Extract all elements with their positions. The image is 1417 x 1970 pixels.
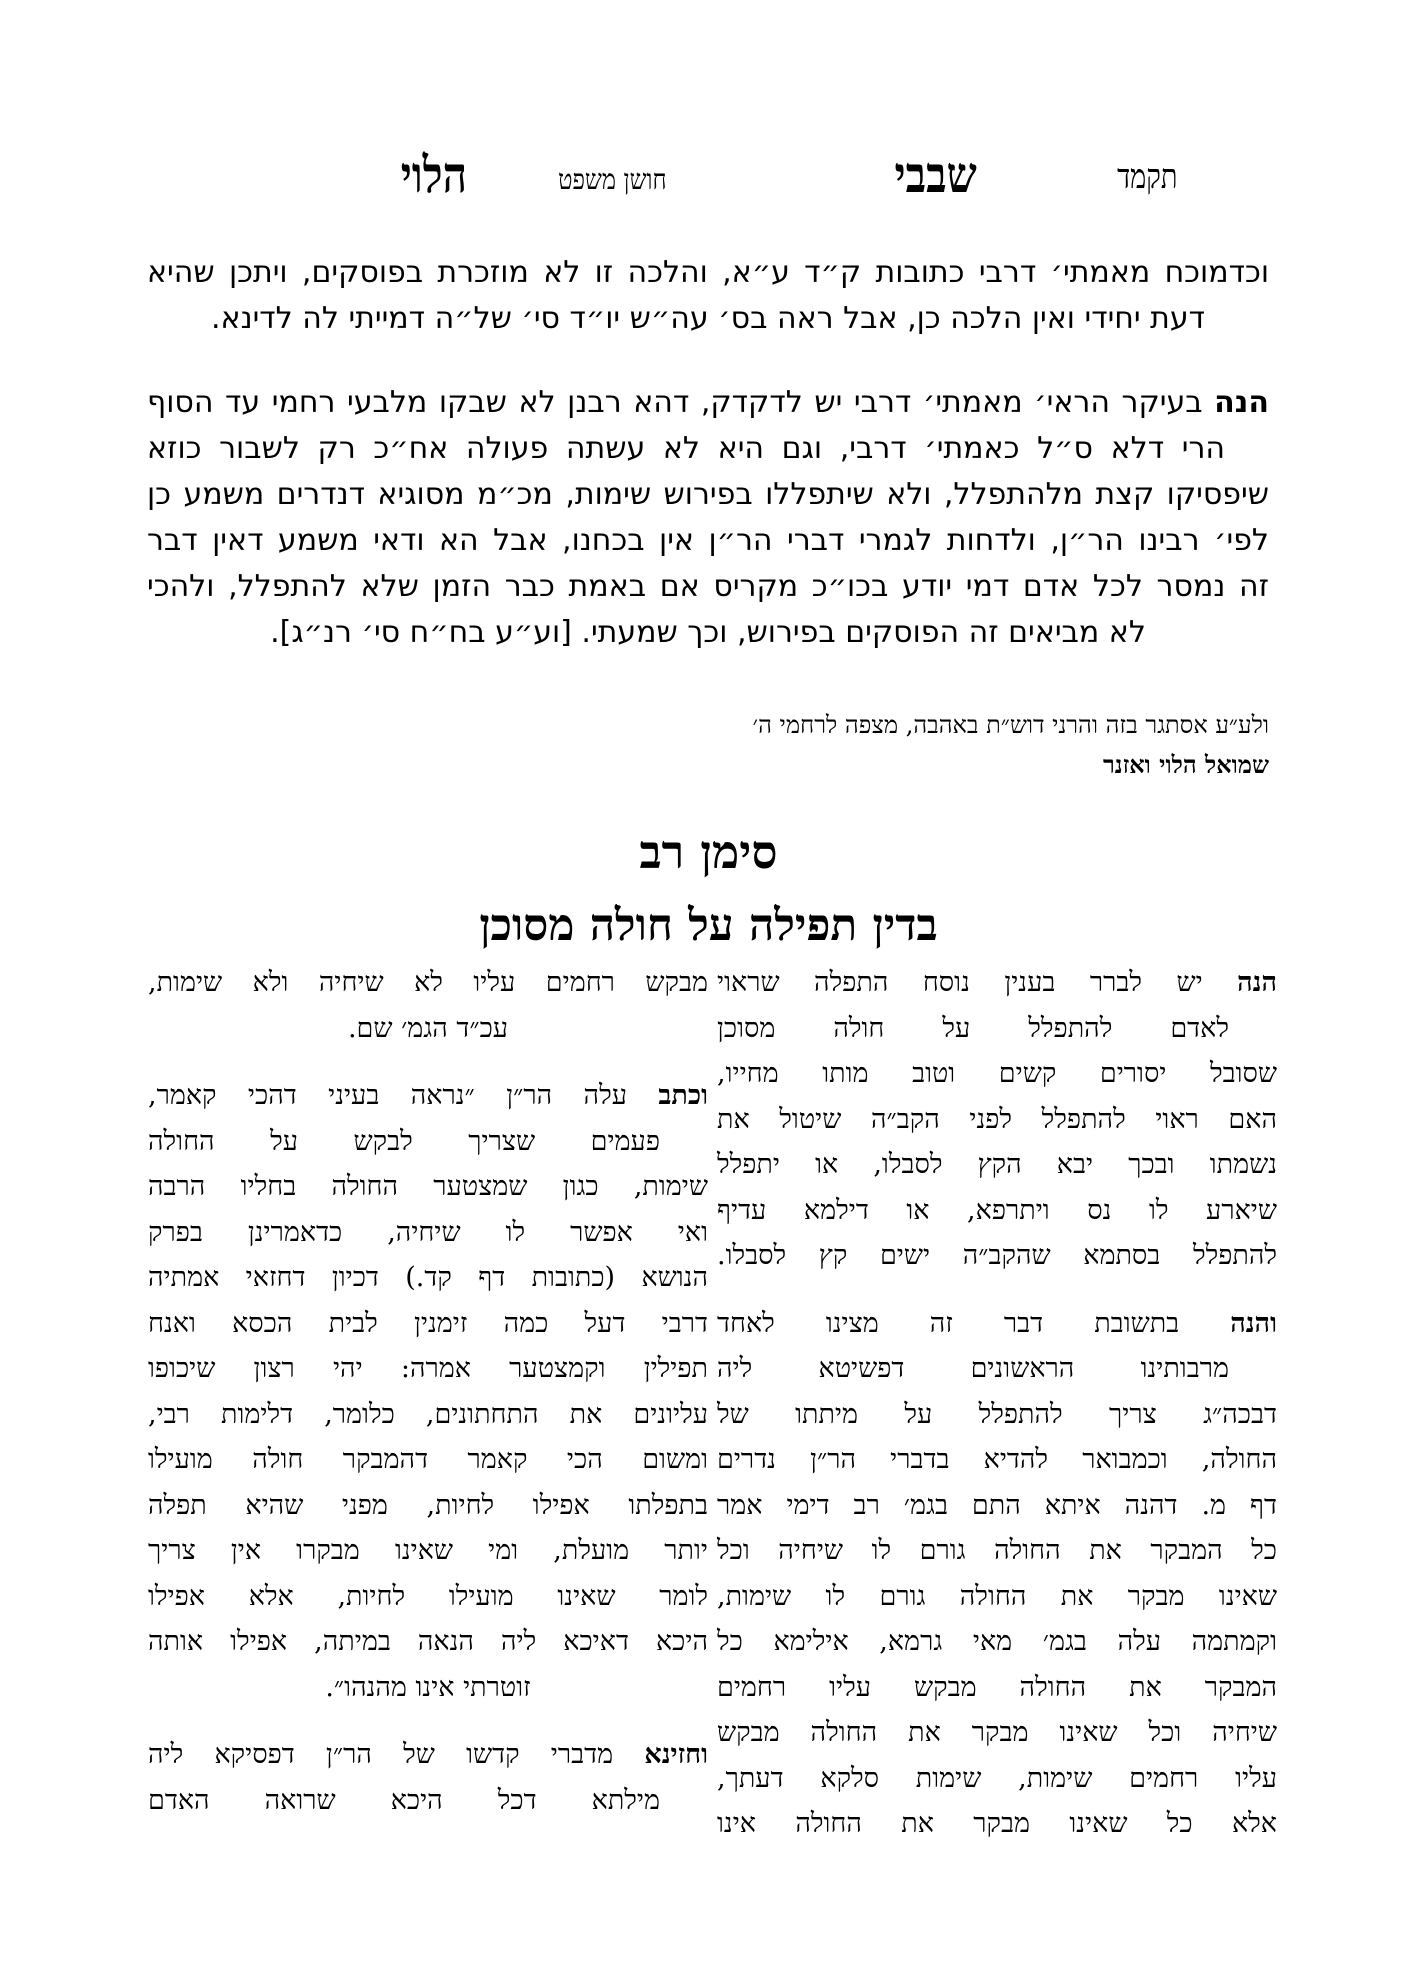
closing-line: ולע״ע אסתגר בזה והרני דוש״ת באהבה, מצפה לרחמי ה׳: [752, 711, 1269, 739]
siman-title: סימן רב: [639, 825, 778, 879]
text-line: מילתא דכל היכא שרואה האדם: [148, 1784, 660, 1816]
text-line: עכ״ד הגמ׳ שם.: [347, 1012, 509, 1044]
text-line: אלא כל שאינו מבקר את החולה אינו: [717, 1808, 1277, 1839]
letter-signoff: [753, 705, 1269, 785]
text-fragment: בתשובת דבר זה מצינו לאחד: [717, 1307, 1231, 1339]
text-line: הנושא (כתובות דף קד.) דכיון דחזאי אמתיה: [148, 1262, 708, 1293]
column-left: [148, 960, 708, 1823]
text-line: זוטרתי אינו מהנהו״.: [325, 1671, 531, 1703]
text-line: שאינו מבקר את החולה גורם לו שימות,: [717, 1580, 1277, 1612]
text-fragment: יש לברר בענין נוסח התפלה שראוי: [717, 967, 1238, 998]
intro-paragraph-1: [147, 250, 1269, 342]
opening-word: וכתב: [658, 1080, 708, 1111]
section-name: חושן משפט: [558, 163, 667, 196]
text-line: ומשום הכי קאמר דהמבקר חולה מועילו: [148, 1444, 708, 1475]
text-line: שיארע לו נס ויתרפא, או דילמא עדיף: [717, 1194, 1277, 1226]
opening-word: הנה: [1237, 967, 1277, 998]
text-line: להתפלל בסתמא שהקב״ה ישים קץ לסבלו.: [717, 1240, 1277, 1271]
text-fragment: עלה הר״ן ״נראה בעיני דהכי קאמר,: [148, 1080, 659, 1111]
text-line: שסובל יסורים קשים וטוב מותו מחייו,: [717, 1058, 1277, 1089]
text-line: שימות, כגון שמצטער החולה בחליו הרבה: [148, 1171, 708, 1202]
book-title: שבבי: [894, 145, 977, 204]
text-line: [717, 1301, 1277, 1347]
text-line: ואי אפשר לו שיחיה, כדאמרינן בפרק: [148, 1216, 708, 1248]
text-line: פעמים שצריך לבקש על החולה: [148, 1125, 660, 1157]
text-line: כל המבקר את החולה גורם לו שיחיה וכל: [717, 1535, 1277, 1566]
text-fragment: בעיקר הראי׳ מאמתי׳ דרבי יש לדקדק, דהא רבנן לא שבקו מלבעי רחמי עד הסוף: [147, 385, 1215, 420]
text-line: זה נמסר לכל אדם דמי יודע בכו״כ מקריס אם באמת כבר הזמן שלא להתפלל, ולהכי: [147, 569, 1269, 604]
author-name: הלוי: [400, 145, 467, 204]
text-line: עליונים את התחתונים, כלומר, דלימות רבי,: [148, 1398, 708, 1430]
text-line: [148, 1732, 708, 1778]
opening-word: הנה: [1214, 385, 1269, 420]
opening-word: והנה: [1230, 1307, 1277, 1339]
text-line: לא מביאים זה הפוסקים בפירוש, וכך שמעתי. [וע״ע בח״ח סי׳ רנ״ג].: [270, 615, 1146, 650]
siman-subtitle: בדין תפילה על חולה מסוכן: [479, 900, 938, 951]
text-line: נשמתו ובכך יבא הקץ לסבלו, או יתפלל: [717, 1149, 1277, 1180]
running-header: [0, 145, 1417, 205]
text-line: דעת יחידי ואין הלכה כן, אבל ראה בס׳ עה״ש יו״ד סי׳ של״ה דמייתי לה לדינא.: [210, 301, 1206, 336]
text-line: דף מ. דהנה איתא התם בגמ׳ רב דימי אמר: [717, 1489, 1277, 1521]
text-line: החולה, וכמבואר להדיא בדברי הר״ן נדרים: [717, 1444, 1277, 1475]
text-line: תפילין וקמצטער אמרה: יהי רצון שיכופו: [148, 1353, 708, 1384]
opening-word: וחזינא: [644, 1739, 708, 1770]
paragraph-gap: [717, 1279, 1277, 1301]
column-right: [717, 960, 1277, 1847]
paragraph-gap: [148, 1051, 708, 1073]
text-line: הרי דלא ס״ל כאמתי׳ דרבי, וגם היא לא עשתה פעולה אח״כ רק לשבור כוזא: [147, 431, 1225, 466]
text-line: לומר שאינו מועילו לחיות, אלא אפילו: [148, 1580, 708, 1612]
text-line: וקמתמה עלה בגמ׳ מאי גרמא, אילימא כל: [717, 1626, 1277, 1657]
text-line: האם ראוי להתפלל לפני הקב״ה שיטול את: [717, 1103, 1277, 1135]
text-line: מרבותינו הראשונים דפשיטא ליה: [717, 1353, 1229, 1384]
text-line: בתפלתו אפילו לחיות, מפני שהיא תפלה: [148, 1489, 708, 1521]
text-line: [147, 380, 1269, 426]
text-line: שיחיה וכל שאינו מבקר את החולה מבקש: [717, 1717, 1277, 1748]
text-line: לפי׳ רבינו הר״ן, ולדחות לגמרי דברי הר״ן אין בכחנו, אבל הא ודאי משמע דאין דבר: [147, 523, 1269, 558]
page-number: תקמד: [1116, 157, 1177, 197]
text-line: [717, 960, 1277, 1006]
text-line: שיפסיקו קצת מלהתפלל, ולא שיתפללו בפירוש שימות, מכ״מ מסוגיא דנדרים משמע כן: [147, 477, 1269, 512]
paragraph-gap: [148, 1710, 708, 1732]
text-line: המבקר את החולה מבקש עליו רחמים: [717, 1671, 1277, 1703]
text-line: וכדמוכח מאמתי׳ דרבי כתובות ק״ד ע״א, והלכה זו לא מוזכרת בפוסקים, ויתכן שהיא: [147, 255, 1269, 290]
text-line: לאדם להתפלל על חולה מסוכן: [717, 1012, 1229, 1044]
text-line: מבקש רחמים עליו לא שיחיה ולא שימות,: [148, 967, 708, 998]
text-fragment: מדברי קדשו של הר״ן דפסיקא ליה: [148, 1739, 645, 1770]
text-line: יותר מועלת, ומי שאינו מבקרו אין צריך: [148, 1535, 708, 1566]
text-line: [148, 1073, 708, 1119]
text-line: דבכה״ג צריך להתפלל על מיתתו של: [717, 1398, 1277, 1430]
intro-paragraph-2: [147, 380, 1269, 656]
text-line: דרבי דעל כמה זימנין לבית הכסא ואנח: [148, 1307, 708, 1339]
text-line: עליו רחמים שימות, שימות סלקא דעתך,: [717, 1762, 1277, 1794]
signature-name: שמואל הלוי ואזנר: [1102, 750, 1269, 779]
text-line: היכא דאיכא ליה הנאה במיתה, אפילו אותה: [148, 1626, 708, 1657]
